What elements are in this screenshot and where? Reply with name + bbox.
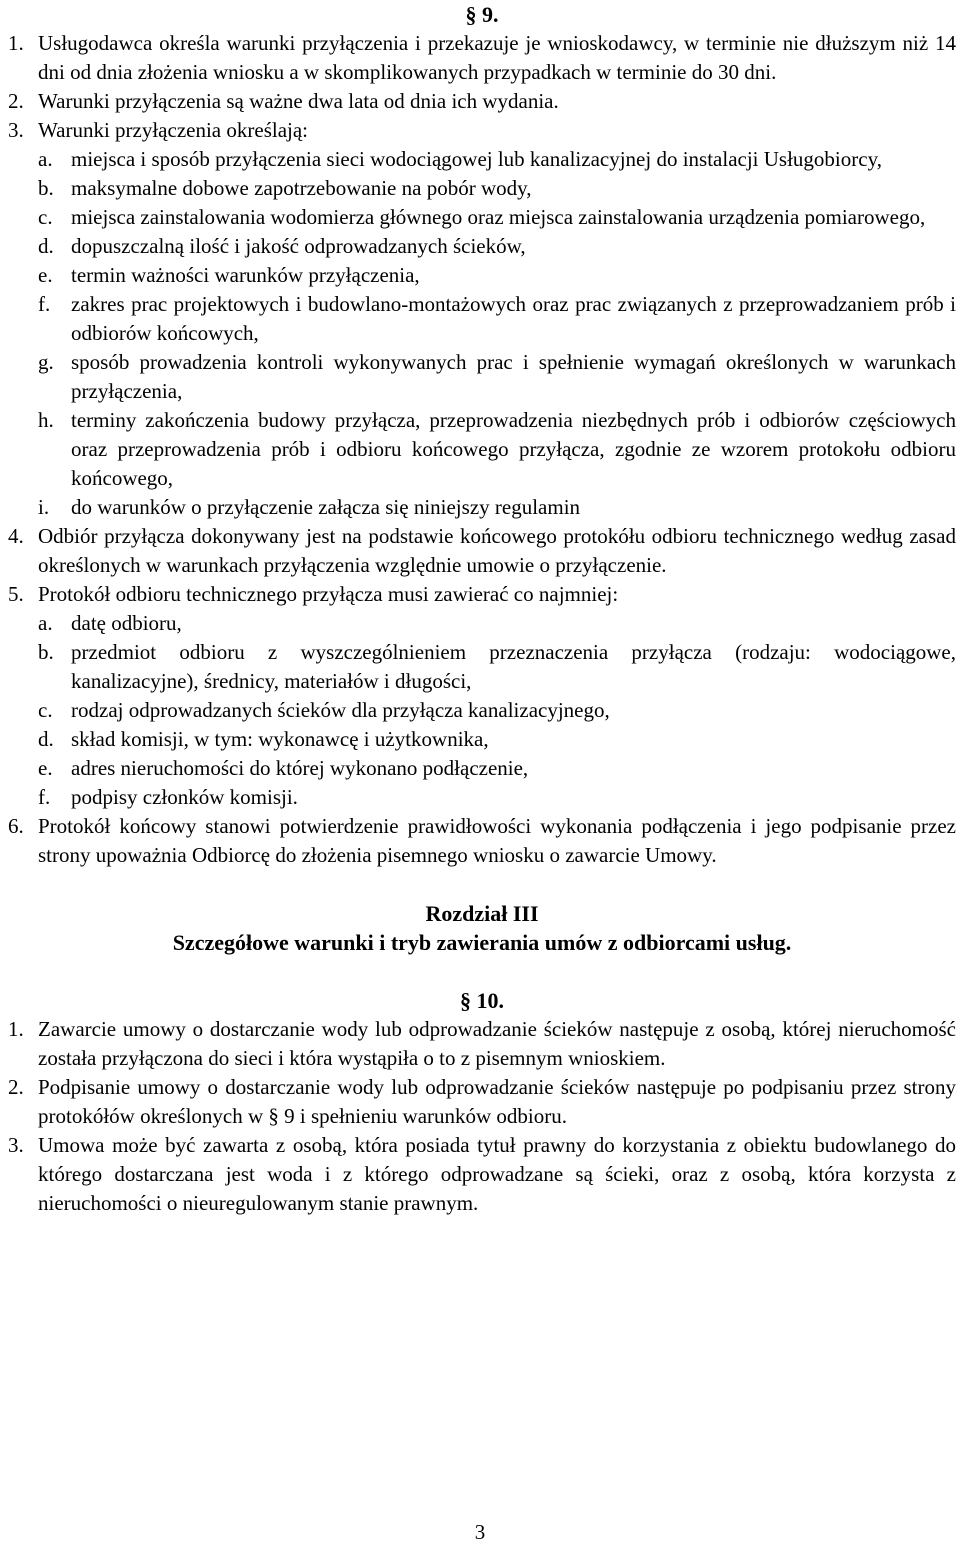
list-text: terminy zakończenia budowy przyłącza, przeprowadzenia niezbędnych prób i odbiorów częściowych oraz przeprowadzenia prób i odbioru końcowego przyłącza, zgodnie ze wzorem protokołu odbioru końcowego, (71, 408, 956, 490)
list-item (38, 754, 956, 783)
list-letter: c. (38, 698, 53, 722)
list-text: adres nieruchomości do której wykonano podłączenie, (71, 756, 529, 780)
s9-paragraph-1 (8, 29, 956, 87)
s9-paragraph-3 (8, 116, 956, 522)
list-item (38, 174, 956, 203)
paragraph-number: 1. (8, 31, 24, 55)
list-item (38, 406, 956, 493)
s9-paragraph-4 (8, 522, 956, 580)
list-text: miejsca i sposób przyłączenia sieci wodociągowej lub kanalizacyjnej do instalacji Usługobiorcy, (71, 147, 882, 171)
paragraph-text: Usługodawca określa warunki przyłączenia i przekazuje je wnioskodawcy, w terminie nie dłuższym niż 14 dni od dnia złożenia wniosku a w skomplikowanych przypadkach w terminie do 30 dni. (38, 31, 956, 84)
paragraph-number: 2. (8, 89, 24, 113)
list-text: termin ważności warunków przyłączenia, (71, 263, 420, 287)
list-item (38, 261, 956, 290)
s9-paragraph-2 (8, 87, 956, 116)
list-text: dopuszczalną ilość i jakość odprowadzanych ścieków, (71, 234, 526, 258)
list-letter: e. (38, 756, 53, 780)
chapter-subtitle: Szczegółowe warunki i tryb zawierania umów z odbiorcami usług. (172, 930, 792, 955)
paragraph-text: Warunki przyłączenia są ważne dwa lata od dnia ich wydania. (38, 89, 559, 113)
list-item (38, 609, 956, 638)
paragraph-number: 3. (8, 1133, 24, 1157)
list-item (38, 783, 956, 812)
paragraph-text: Zawarcie umowy o dostarczanie wody lub odprowadzanie ścieków następuje z osobą, której nieruchomość została przyłączona do sieci i która wystąpiła o to z pisemnym wnioskiem. (38, 1017, 956, 1070)
list-letter: c. (38, 205, 53, 229)
list-text: datę odbioru, (71, 611, 182, 635)
list-letter: b. (38, 640, 54, 664)
paragraph-number: 4. (8, 524, 24, 548)
list-letter: a. (38, 611, 53, 635)
paragraph-text: Odbiór przyłącza dokonywany jest na podstawie końcowego protokółu odbioru technicznego według zasad określonych w warunkach przyłączenia względnie umowie o przyłączenie. (38, 524, 956, 577)
s10-paragraph-2 (8, 1073, 956, 1131)
s10-paragraph-1 (8, 1015, 956, 1073)
list-text: rodzaj odprowadzanych ścieków dla przyłącza kanalizacyjnego, (71, 698, 610, 722)
s9-p5-sublist (38, 609, 956, 812)
list-item (38, 638, 956, 696)
paragraph-text: Umowa może być zawarta z osobą, która posiada tytuł prawny do korzystania z obiektu budowlanego do którego dostarczana jest woda i z którego odprowadzane są ścieki, oraz z osobą, która korzysta z nieruchomości o nieuregulowanym stanie prawnym. (38, 1133, 956, 1215)
paragraph-number: 6. (8, 814, 24, 838)
list-letter: i. (38, 495, 50, 519)
list-letter: f. (38, 292, 51, 316)
list-letter: f. (38, 785, 51, 809)
document-page (8, 0, 956, 1218)
list-letter: a. (38, 147, 53, 171)
list-item (38, 493, 956, 522)
s9-p3-sublist (38, 145, 956, 522)
list-item (38, 145, 956, 174)
list-item (38, 203, 956, 232)
list-text: do warunków o przyłączenie załącza się niniejszy regulamin (71, 495, 581, 519)
list-letter: b. (38, 176, 54, 200)
paragraph-text: Podpisanie umowy o dostarczanie wody lub odprowadzanie ścieków następuje po podpisaniu przez strony protokółów określonych w § 9 i spełnieniu warunków odbioru. (38, 1075, 956, 1128)
list-text: zakres prac projektowych i budowlano-montażowych oraz prac związanych z przeprowadzaniem prób i odbiorów końcowych, (71, 292, 956, 345)
paragraph-text: Warunki przyłączenia określają: (38, 118, 309, 142)
list-letter: h. (38, 408, 54, 432)
list-text: miejsca zainstalowania wodomierza głównego oraz miejsca zainstalowania urządzenia pomiarowego, (71, 205, 926, 229)
list-item (38, 725, 956, 754)
list-letter: d. (38, 234, 54, 258)
s9-paragraph-5 (8, 580, 956, 812)
list-letter: g. (38, 350, 54, 374)
list-item (38, 696, 956, 725)
paragraph-number: 2. (8, 1075, 24, 1099)
page-number: 3 (474, 1520, 486, 1544)
section-9-heading: § 9. (465, 2, 499, 27)
paragraph-number: 3. (8, 118, 24, 142)
paragraph-text: Protokół odbioru technicznego przyłącza musi zawierać co najmniej: (38, 582, 619, 606)
section-10-heading: § 10. (460, 988, 504, 1013)
list-letter: e. (38, 263, 53, 287)
list-text: skład komisji, w tym: wykonawcę i użytkownika, (71, 727, 489, 751)
list-item (38, 232, 956, 261)
list-letter: d. (38, 727, 54, 751)
list-text: podpisy członków komisji. (71, 785, 298, 809)
s9-paragraph-6 (8, 812, 956, 870)
paragraph-number: 1. (8, 1017, 24, 1041)
list-text: sposób prowadzenia kontroli wykonywanych prac i spełnienie wymagań określonych w warunkach przyłączenia, (71, 350, 956, 403)
paragraph-text: Protokół końcowy stanowi potwierdzenie prawidłowości wykonania podłączenia i jego podpisanie przez strony upoważnia Odbiorcę do złożenia pisemnego wniosku o zawarcie Umowy. (38, 814, 956, 867)
list-item (38, 348, 956, 406)
s10-paragraph-3 (8, 1131, 956, 1218)
list-item (38, 290, 956, 348)
chapter-title: Rozdział III (425, 901, 539, 926)
list-text: przedmiot odbioru z wyszczególnieniem przeznaczenia przyłącza (rodzaju: wodociągowe, kanalizacyjne), średnicy, materiałów i długości, (71, 640, 956, 693)
paragraph-number: 5. (8, 582, 24, 606)
list-text: maksymalne dobowe zapotrzebowanie na pobór wody, (71, 176, 532, 200)
